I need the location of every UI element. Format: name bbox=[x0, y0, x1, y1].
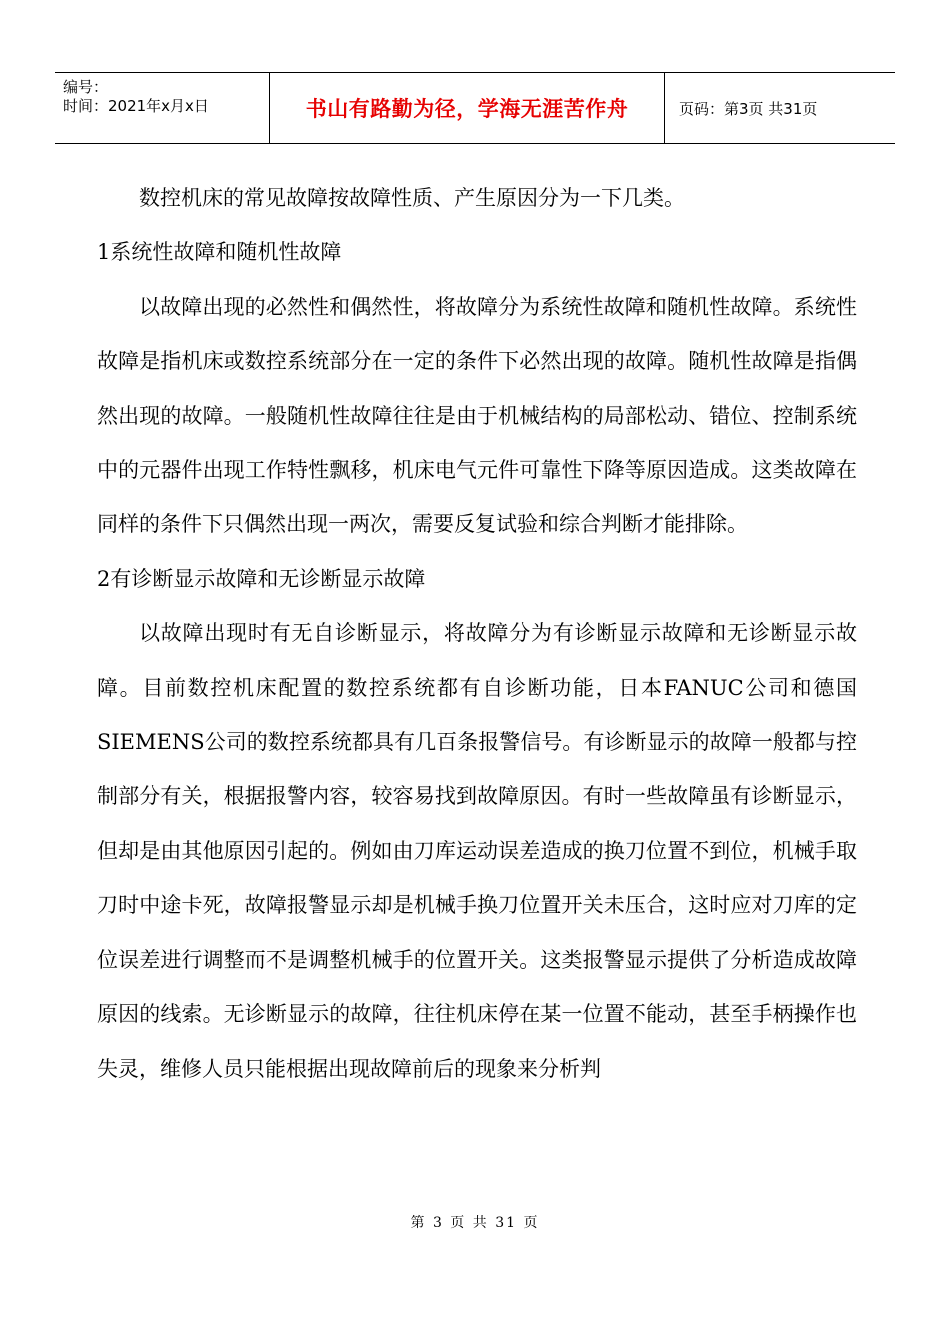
header-motto: 书山有路勤为径，学海无涯苦作舟 bbox=[269, 73, 665, 143]
document-number-label: 编号： bbox=[63, 78, 109, 96]
section-1-paragraph: 以故障出现的必然性和偶然性，将故障分为系统性故障和随机性故障。系统性故障是指机床或数控系统部分在一定的条件下必然出现的故障。随机性故障是指偶然出现的故障。一般随机性故障往往是由于机械结构的局部松动、错位、控制系统中的元器件出现工作特性飘移，机床电气元件可靠性下降等原因造成。这类故障在同样的条件下只偶然出现一两次，需要反复试验和综合判断才能排除。 bbox=[97, 294, 857, 537]
page-header bbox=[55, 72, 895, 144]
header-meta bbox=[55, 73, 269, 143]
section-2-heading: 2有诊断显示故障和无诊断显示故障 bbox=[97, 566, 426, 591]
section-2-paragraph: 以故障出现时有无自诊断显示，将故障分为有诊断显示故障和无诊断显示故障。目前数控机床配置的数控系统都有自诊断功能，日本FANUC公司和德国SIEMENS公司的数控系统都具有几百条报警信号。有诊断显示的故障一般都与控制部分有关，根据报警内容，较容易找到故障原因。有时一些故障虽有诊断显示，但却是由其他原因引起的。例如由刀库运动误差造成的换刀位置不到位，机械手取刀时中途卡死，故障报警显示却是机械手换刀位置开关未压合，这时应对刀库的定位误差进行调整而不是调整机械手的位置开关。这类报警显示提供了分析造成故障原因的线索。无诊断显示的故障，往往机床停在某一位置不能动，甚至手柄操作也失灵，维修人员只能根据出现故障前后的现象来分析判 bbox=[97, 621, 857, 1081]
page-footer: 第 3 页 共 31 页 bbox=[410, 1215, 540, 1231]
document-time-label: 时间：2021年x月x日 bbox=[63, 97, 209, 115]
section-1-heading: 1系统性故障和随机性故障 bbox=[97, 240, 342, 265]
header-page-label: 页码：第3页 共31页 bbox=[679, 99, 818, 118]
intro-paragraph: 数控机床的常见故障按故障性质、产生原因分为一下几类。 bbox=[139, 186, 685, 210]
document-body bbox=[97, 178, 857, 1096]
